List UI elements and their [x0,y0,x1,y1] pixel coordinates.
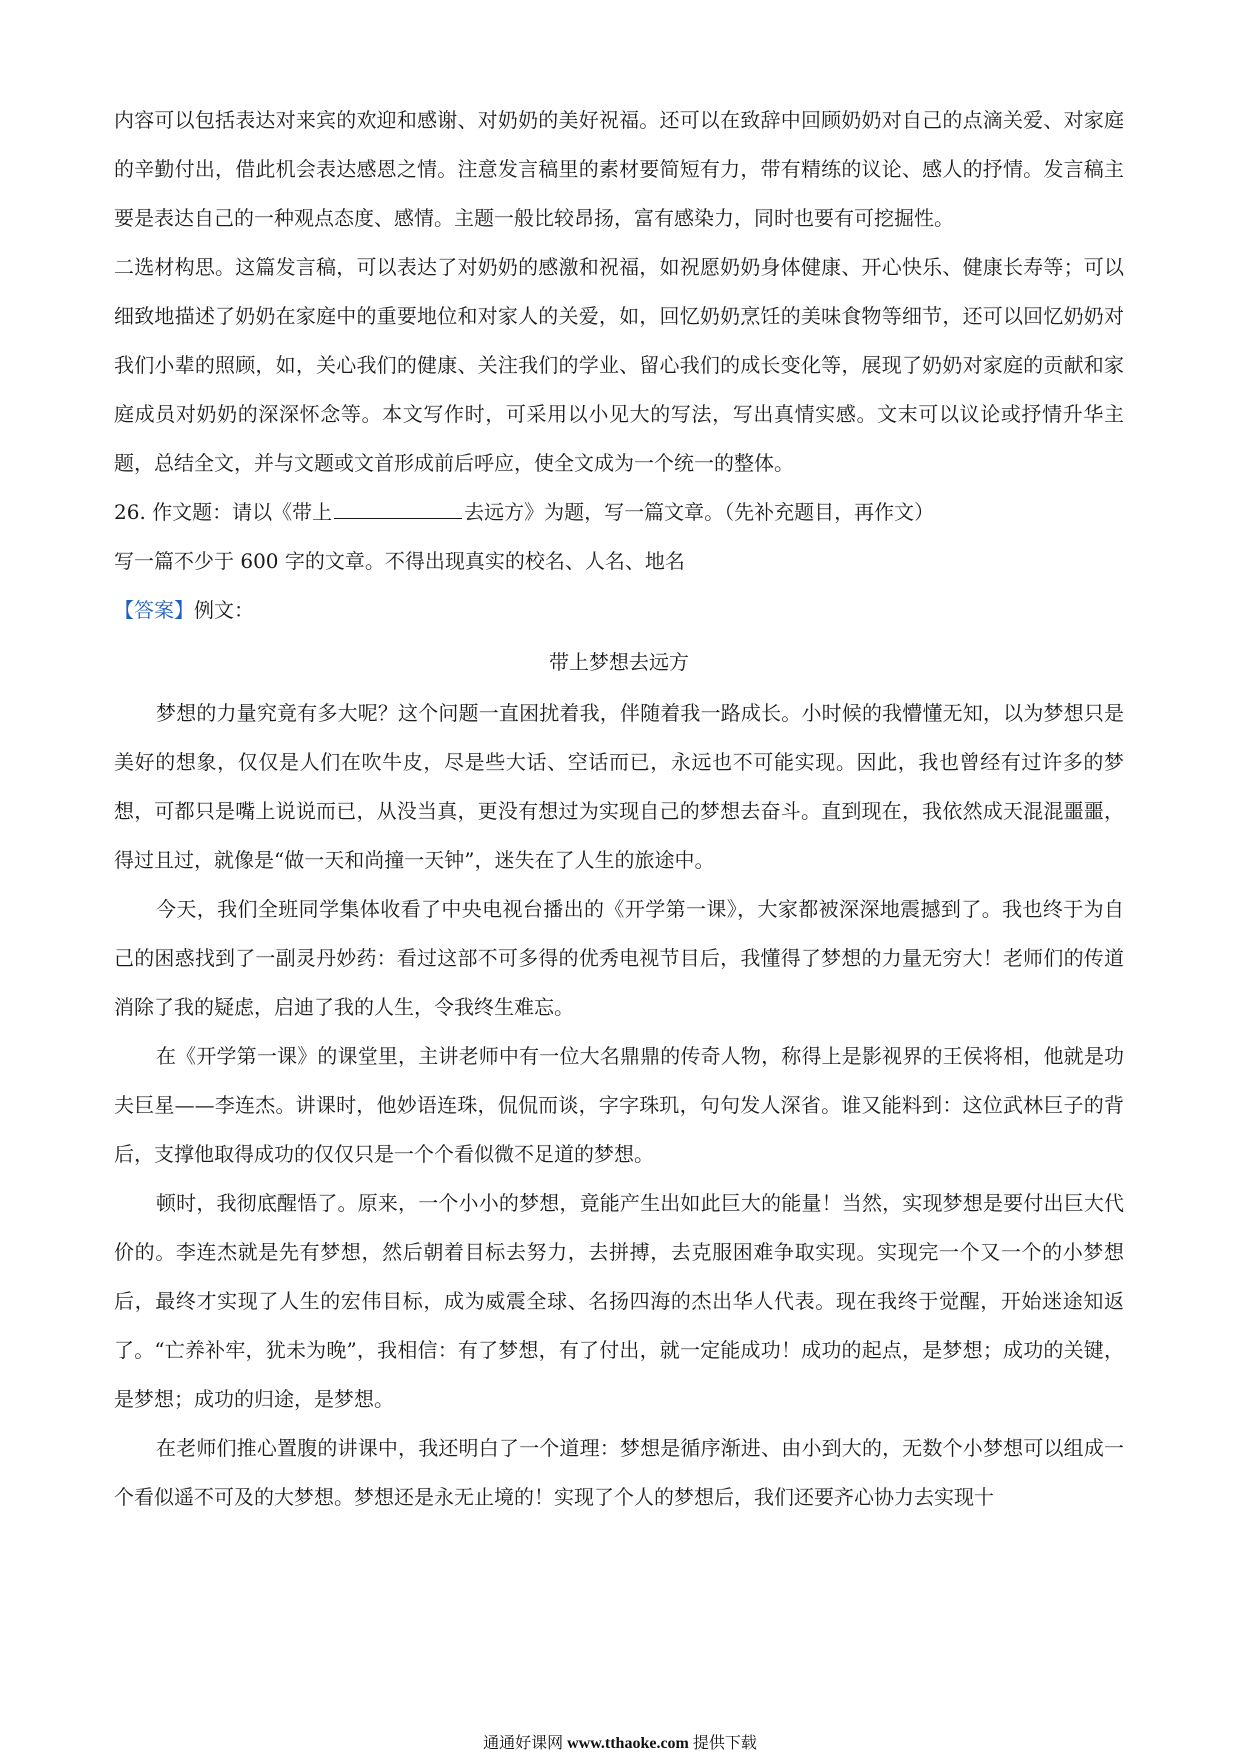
answer-line [114,586,1124,635]
answer-label: 例文： [194,598,254,622]
title-blank [334,496,462,519]
question-requirement: 写一篇不少于 600 字的文章。不得出现真实的校名、人名、地名 [114,549,685,573]
essay-paragraph-3: 在《开学第一课》的课堂里，主讲老师中有一位大名鼎鼎的传奇人物，称得上是影视界的王侯将相，他就是功夫巨星——李连杰。讲课时，他妙语连珠，侃侃而谈，字字珠玑，句句发人深省。谁又能料到：这位武林巨子的背后，支撑他取得成功的仅仅只是一个个看似微不足道的梦想。 [114,1044,1124,1166]
intro-paragraph-2: 二选材构思。这篇发言稿，可以表达了对奶奶的感激和祝福，如祝愿奶奶身体健康、开心快乐、健康长寿等；可以细致地描述了奶奶在家庭中的重要地位和对家人的关爱，如，回忆奶奶烹饪的美味食物等细节，还可以回忆奶奶对我们小辈的照顾，如，关心我们的健康、关注我们的学业、留心我们的成长变化等，展现了奶奶对家庭的贡献和家庭成员对奶奶的深深怀念等。本文写作时，可采用以小见大的写法，写出真情实感。文末可以议论或抒情升华主题，总结全文，并与文题或文首形成前后呼应，使全文成为一个统一的整体。 [114,255,1124,475]
essay-title: 带上梦想去远方 [549,650,689,674]
question-prompt [114,488,1124,537]
document-page [114,96,1124,1522]
answer-tag: 【答案】 [114,598,194,622]
question-suffix: 去远方》为题，写一篇文章。（先补充题目，再作文） [464,500,935,524]
footer-url: www.tthaoke.com [567,1735,689,1752]
essay-paragraph-5: 在老师们推心置腹的讲课中，我还明白了一个道理：梦想是循序渐进、由小到大的，无数个小梦想可以组成一个看似遥不可及的大梦想。梦想还是永无止境的！实现了个人的梦想后，我们还要齐心协力去实现十 [114,1436,1124,1509]
footer-suffix: 提供下载 [692,1735,757,1752]
page-footer [0,1730,1240,1753]
footer-site-name: 通通好课网 [483,1735,564,1752]
essay-paragraph-2: 今天，我们全班同学集体收看了中央电视台播出的《开学第一课》，大家都被深深地震撼到了。我也终于为自己的困惑找到了一副灵丹妙药：看过这部不可多得的优秀电视节目后，我懂得了梦想的力量无穷大！老师们的传道消除了我的疑虑，启迪了我的人生，令我终生难忘。 [114,897,1124,1019]
essay-paragraph-4: 顿时，我彻底醒悟了。原来，一个小小的梦想，竟能产生出如此巨大的能量！当然，实现梦想是要付出巨大代价的。李连杰就是先有梦想，然后朝着目标去努力，去拼搏，去克服困难争取实现。实现完一个又一个的小梦想后，最终才实现了人生的宏伟目标，成为威震全球、名扬四海的杰出华人代表。现在我终于觉醒，开始迷途知返了。“亡养补牢，犹未为晚”，我相信：有了梦想，有了付出，就一定能成功！成功的起点，是梦想；成功的关键，是梦想；成功的归途，是梦想。 [114,1191,1124,1411]
essay-paragraph-1: 梦想的力量究竟有多大呢？这个问题一直困扰着我，伴随着我一路成长。小时候的我懵懂无知，以为梦想只是美好的想象，仅仅是人们在吹牛皮，尽是些大话、空话而已，永远也不可能实现。因此，我也曾经有过许多的梦想，可都只是嘴上说说而已，从没当真，更没有想过为实现自己的梦想去奋斗。直到现在，我依然成天混混噩噩，得过且过，就像是“做一天和尚撞一天钟”，迷失在了人生的旅途中。 [114,701,1124,872]
intro-paragraph-1: 内容可以包括表达对来宾的欢迎和感谢、对奶奶的美好祝福。还可以在致辞中回顾奶奶对自己的点滴关爱、对家庭的辛勤付出，借此机会表达感恩之情。注意发言稿里的素材要简短有力，带有精练的议论、感人的抒情。发言稿主要是表达自己的一种观点态度、感情。主题一般比较昂扬，富有感染力，同时也要有可挖掘性。 [114,108,1124,230]
question-prefix: 26. 作文题：请以《带上 [114,500,333,524]
